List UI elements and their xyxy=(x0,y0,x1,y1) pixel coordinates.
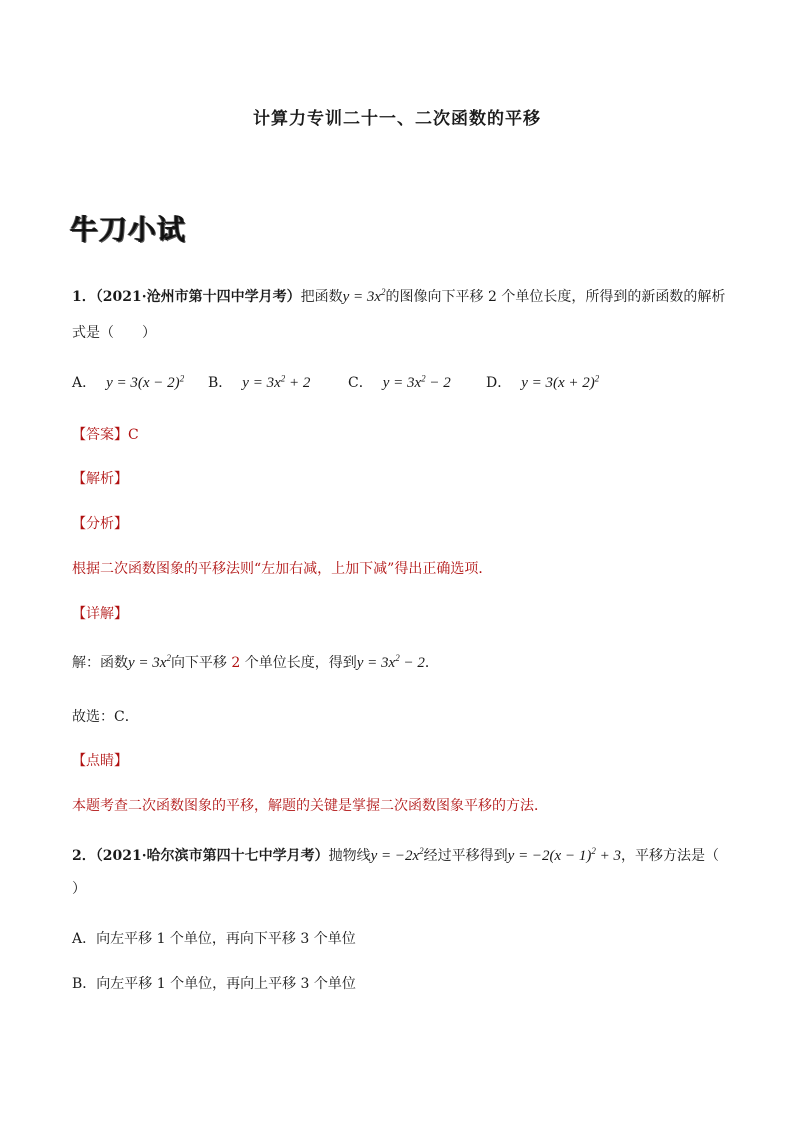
q1-source: （2021·沧州市第十四中学月考） xyxy=(95,289,301,305)
q1-text-b: 的图像向下平移 xyxy=(385,289,484,305)
q1-function: $y = 3x^2$ xyxy=(342,287,386,305)
q2-option-b[interactable]: B．向左平移 1 个单位，再向上平移 3 个单位 xyxy=(72,976,356,992)
q1-option-a[interactable]: A． $y = 3(x - 2)^2$ xyxy=(72,373,185,391)
q1-text-a: 把函数 xyxy=(300,289,343,305)
q1-text-c: 个单位长度，所得到的新函数的解析 xyxy=(501,289,726,305)
q2-option-a[interactable]: A．向左平移 1 个单位，再向下平移 3 个单位 xyxy=(72,931,356,947)
q1-answer xyxy=(72,424,139,444)
detail-text: 解：函数$y = 3x^2$向下平移 2 个单位长度，得到$y = 3x^2 - 2$． xyxy=(72,653,439,671)
analysis-label: 【解析】 xyxy=(72,471,128,487)
q2-stem-line1: 2．（2021·哈尔滨市第四十七中学月考）抛物线$y = -2x^2$经过平移得到$y = -2(x - 1)^2 + 3$，平移方法是（ xyxy=(72,846,719,864)
comment-text: 本题考查二次函数图象的平移，解题的关键是掌握二次函数图象平移的方法． xyxy=(72,798,548,814)
fenxi-text: 根据二次函数图象的平移法则“左加右减，上加下减”得出正确选项． xyxy=(72,561,493,577)
answer-label: 【答案】 xyxy=(72,427,128,443)
q1-option-c[interactable]: C． $y = 3x^2 - 2$ xyxy=(348,373,451,391)
q2-source: （2021·哈尔滨市第四十七中学月考） xyxy=(95,848,329,864)
q1-number: 1． xyxy=(72,289,96,305)
detail-function: $y = 3x^2$ xyxy=(128,653,171,671)
q1-option-b[interactable]: B． $y = 3x^2 + 2$ xyxy=(208,373,311,391)
q2-function-b: $y = -2(x - 1)^2 + 3$ xyxy=(507,846,621,864)
section-heading: 牛刀小试 xyxy=(70,213,187,246)
q1-stem-line1 xyxy=(72,286,725,306)
q2-stem-line2: ） xyxy=(72,881,86,897)
q1-stem-line2: 式是（ ） xyxy=(72,325,156,341)
detail-result: $y = 3x^2 - 2$ xyxy=(356,653,425,671)
q1-option-d[interactable]: D． $y = 3(x + 2)^2$ xyxy=(486,373,600,391)
choose-text: 故选：C． xyxy=(72,709,139,725)
detail-label: 【详解】 xyxy=(72,606,128,622)
fenxi-label: 【分析】 xyxy=(72,516,128,532)
q1-shift: 2 xyxy=(487,289,497,305)
q2-number: 2． xyxy=(72,848,96,864)
comment-label: 【点睛】 xyxy=(72,753,128,769)
page-title: 计算力专训二十一、二次函数的平移 xyxy=(253,109,541,129)
q2-function-a: $y = -2x^2$ xyxy=(370,846,424,864)
answer-value: C xyxy=(128,427,139,443)
